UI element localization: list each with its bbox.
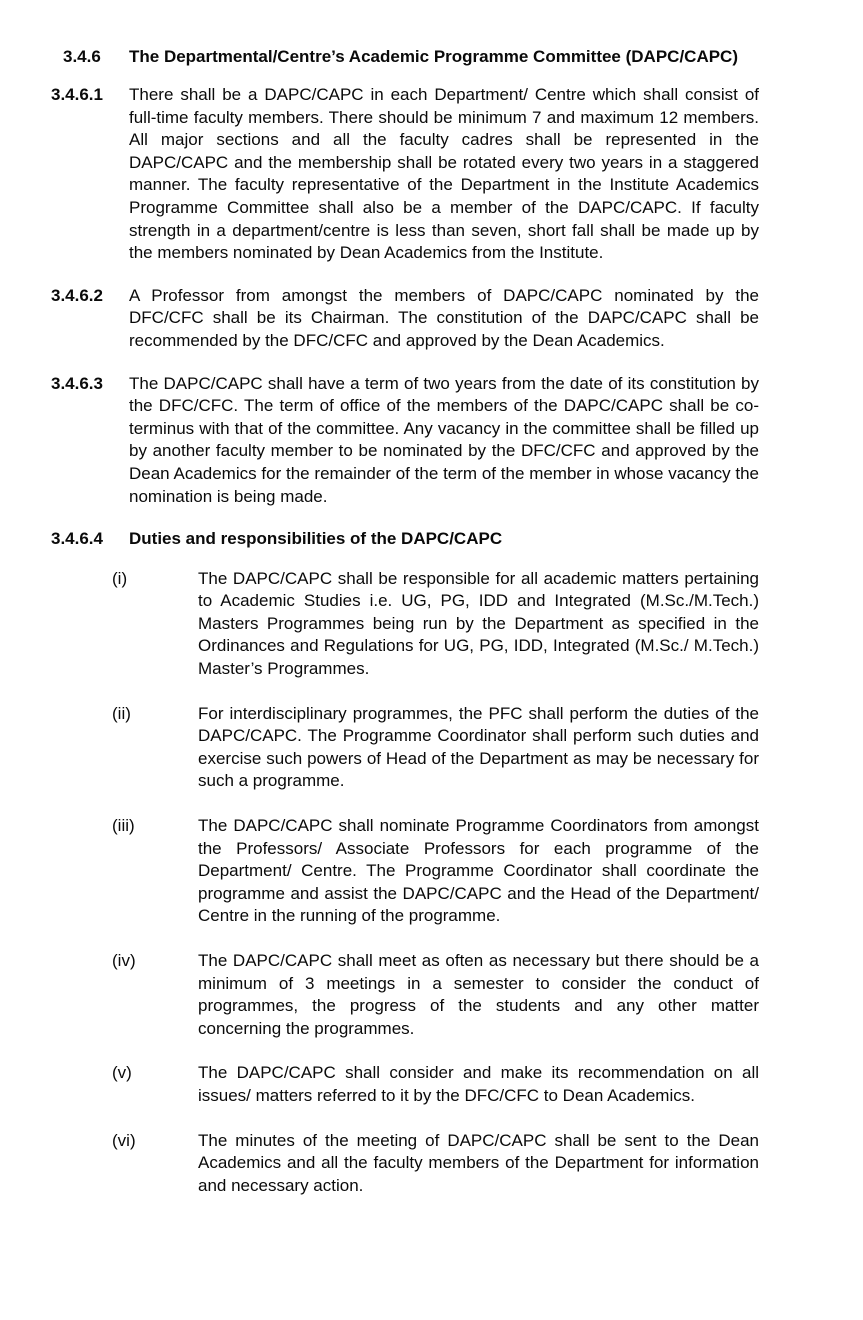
paragraph-text: A Professor from amongst the members of DAPC/CAPC nominated by the DFC/CFC shall be its Chairman. The constitution of the DAPC/CAPC shall be recommended by the DFC/CFC and approved by the Dean Academics. (129, 285, 759, 350)
list-item-marker: (iv) (112, 951, 136, 970)
list-item-marker: (iii) (112, 816, 135, 836)
content-column (51, 44, 759, 1219)
list-item-marker: (v) (112, 1063, 132, 1083)
section-heading-text: The Departmental/Centre’s Academic Programme Committee (DAPC/CAPC) (129, 47, 738, 66)
duties-list (51, 568, 759, 1198)
subsection-heading-text: Duties and responsibilities of the DAPC/CAPC (129, 529, 503, 549)
section-heading (51, 44, 759, 70)
list-item-text: The DAPC/CAPC shall nominate Programme Coordinators from amongst the Professors/ Associate Professors for each programme of the Department/ Centre. The Programme Coordinator shall coordinate the programme and assist the DAPC/CAPC and the Head of the Department/ Centre in the running of the programme. (198, 816, 759, 926)
list-item-marker: (vi) (112, 1130, 136, 1150)
subsection-number: 3.4.6.4 (51, 529, 103, 549)
list-item-marker: (ii) (112, 703, 131, 723)
section-paragraph (51, 285, 759, 353)
list-item (51, 815, 759, 928)
paragraph-number: 3.4.6.3 (51, 373, 103, 393)
list-item (51, 950, 759, 1040)
paragraph-text: The DAPC/CAPC shall have a term of two years from the date of its constitution by the DFC/CFC. The term of office of the members of the DAPC/CAPC shall be co-terminus with that of the committee. Any vacancy in the committee shall be filled up by another faculty member to be nominated by the DFC/CFC and approved by the Dean Academics for the remainder of the term of the member in whose vacancy the nomination is being made. (129, 373, 759, 506)
list-item (51, 1062, 759, 1107)
section-paragraph (51, 373, 759, 509)
section-paragraph (51, 84, 759, 265)
list-item-text: For interdisciplinary programmes, the PFC shall perform the duties of the DAPC/CAPC. The Programme Coordinator shall perform such duties and exercise such powers of Head of the Department as may be necessary for such a programme. (198, 703, 759, 791)
section-number: 3.4.6 (63, 47, 101, 66)
paragraph-number: 3.4.6.2 (51, 285, 103, 305)
list-item-text: The minutes of the meeting of DAPC/CAPC shall be sent to the Dean Academics and all the faculty members of the Department for information and necessary action. (198, 1130, 759, 1195)
list-item (51, 1130, 759, 1198)
list-item (51, 703, 759, 793)
list-item-text: The DAPC/CAPC shall consider and make its recommendation on all issues/ matters referred to it by the DFC/CFC to Dean Academics. (198, 1063, 759, 1105)
paragraph-text: There shall be a DAPC/CAPC in each Department/ Centre which shall consist of full-time faculty members. There should be minimum 7 and maximum 12 members. All major sections and all the faculty cadres shall be represented in the DAPC/CAPC and the membership shall be rotated every two years in a staggered manner. The faculty representative of the Department in the Institute Academics Programme Committee shall also be a member of the DAPC/CAPC. If faculty strength in a department/centre is less than seven, short fall shall be made up by the members nominated by Dean Academics from the Institute. (129, 85, 759, 263)
subsection-heading (51, 528, 759, 551)
list-item (51, 568, 759, 681)
list-item-marker: (i) (112, 568, 128, 588)
list-item-text: The DAPC/CAPC shall be responsible for all academic matters pertaining to Academic Studies i.e. UG, PG, IDD and Integrated (M.Sc./M.Tech.) Masters Programmes being run by the Department as specified in the Ordinances and Regulations for UG, PG, IDD, Integrated (M.Sc./ M.Tech.) Master’s Programmes. (198, 568, 759, 679)
list-item-text: The DAPC/CAPC shall meet as often as necessary but there should be a minimum of 3 meetings in a semester to consider the conduct of programmes, the progress of the students and any other matter concerning the programmes. (198, 951, 759, 1038)
paragraph-number: 3.4.6.1 (51, 85, 103, 104)
